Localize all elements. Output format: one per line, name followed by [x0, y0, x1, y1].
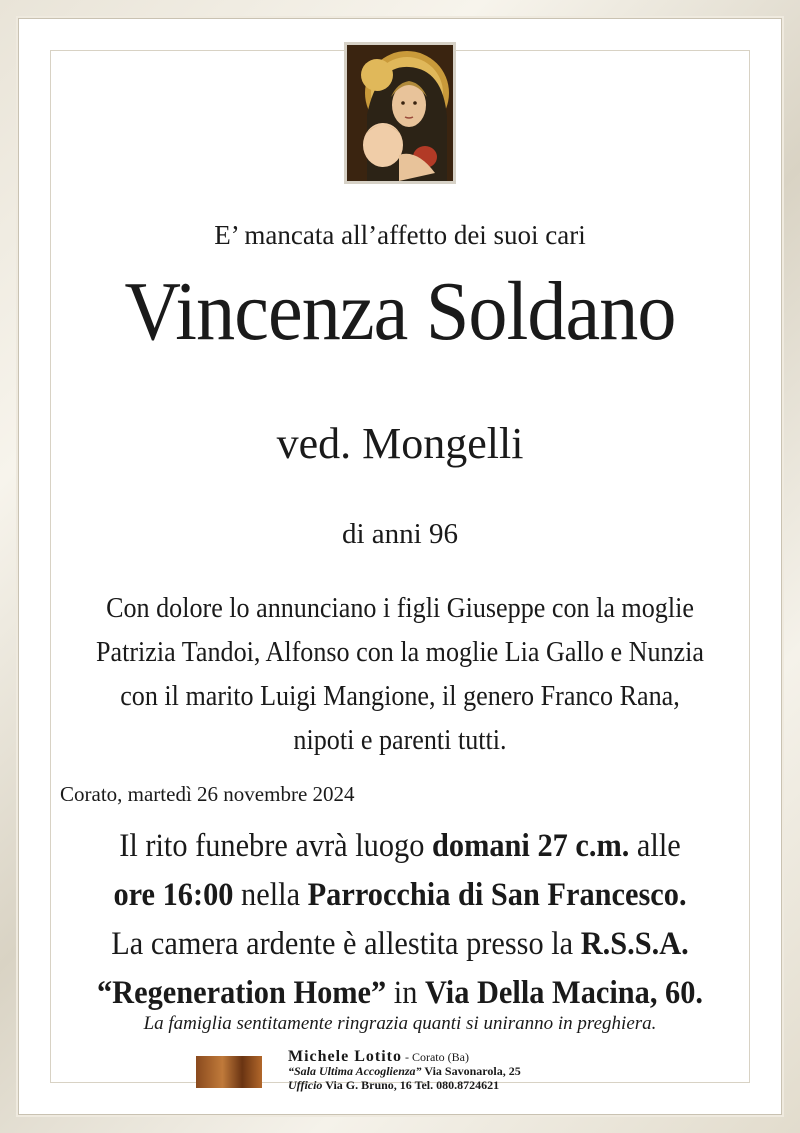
- announcement-line: nipoti e parenti tutti.: [293, 724, 507, 756]
- ufficio-label: Ufficio: [288, 1078, 323, 1092]
- rssa-name: R.S.S.A.: [580, 926, 689, 962]
- madonna-and-child-icon: [344, 42, 456, 184]
- funeral-time: ore 16:00: [113, 877, 234, 913]
- announcement-line: con il marito Luigi Mangione, il genero Franco Rana,: [120, 680, 680, 712]
- announcement-line: Con dolore lo annunciano i figli Giuseppe con la moglie: [106, 592, 694, 624]
- widow-name: ved. Mongelli: [276, 419, 524, 468]
- funeral-home-city: - Corato (Ba): [401, 1050, 469, 1064]
- funeral-text: in: [386, 975, 425, 1011]
- funeral-line-1: [69, 822, 731, 871]
- age-text: di anni 96: [342, 518, 458, 550]
- funeral-home-photo: [196, 1056, 262, 1088]
- funeral-home-name: Michele Lotito: [288, 1048, 402, 1065]
- funeral-text: nella: [233, 877, 308, 913]
- announcement-paragraph: [76, 586, 724, 762]
- funeral-line-4: [69, 969, 731, 1018]
- deceased-name: Vincenza Soldano: [124, 265, 676, 358]
- sala-name: “Sala Ultima Accoglienza”: [288, 1064, 422, 1078]
- announcement-line: Patrizia Tandoi, Alfonso con la moglie Lia Gallo e Nunzia: [95, 636, 704, 668]
- funeral-date: domani 27 c.m.: [431, 828, 630, 864]
- sala-address: Via Savonarola, 25: [421, 1064, 521, 1078]
- funeral-text: Il rito funebre avrà luogo: [119, 828, 432, 864]
- funeral-text: alle: [629, 828, 681, 864]
- thanks-text: La famiglia sentitamente ringrazia quanti si uniranno in preghiera.: [143, 1013, 657, 1034]
- funeral-text: La camera ardente è allestita presso la: [111, 926, 581, 962]
- ufficio-address: Via G. Bruno, 16 Tel. 080.8724621: [322, 1078, 500, 1092]
- home-name: “Regeneration Home”: [97, 975, 387, 1011]
- home-address: Via Della Macina, 60.: [424, 975, 703, 1011]
- funeral-home-credits: [288, 1050, 618, 1092]
- funeral-church: Parrocchia di San Francesco.: [307, 877, 687, 913]
- funeral-details: [69, 822, 731, 1018]
- date-line: Corato, martedì 26 novembre 2024: [60, 782, 355, 806]
- intro-text: E’ mancata all’affetto dei suoi cari: [214, 220, 586, 250]
- funeral-line-3: [69, 920, 731, 969]
- funeral-line-2: [69, 871, 731, 920]
